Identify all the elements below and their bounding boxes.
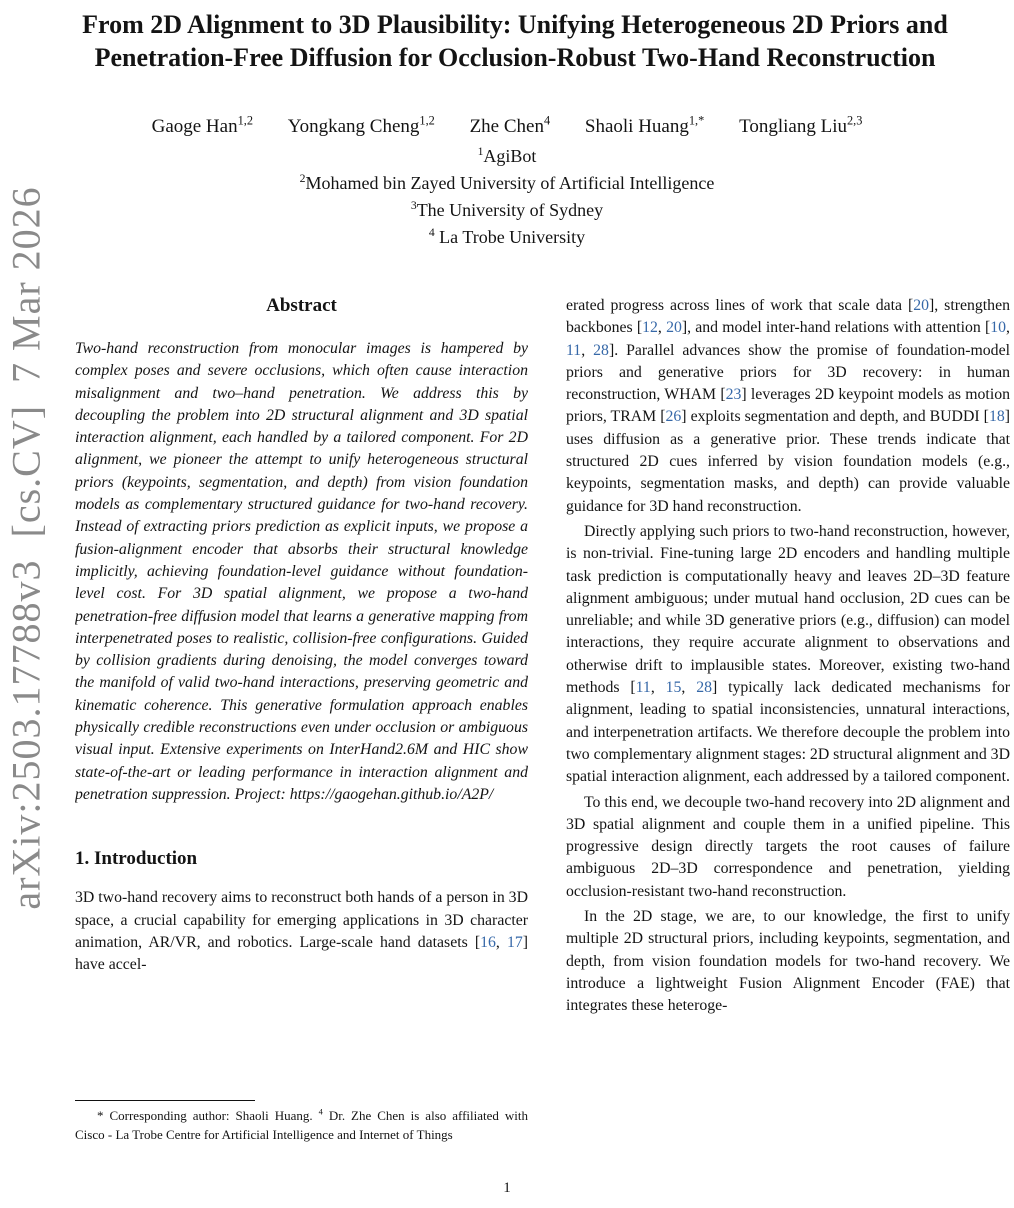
- affiliation-marker: 3: [410, 199, 417, 212]
- author-name: Zhe Chen: [469, 116, 544, 137]
- author-affiliation-marker: 2,3: [846, 113, 863, 128]
- affiliation-name: Mohamed bin Zayed University of Artificial Intelligence: [305, 173, 715, 193]
- affiliation: [0, 197, 1014, 224]
- page-number: 1: [503, 1180, 511, 1196]
- citation-link[interactable]: 11: [635, 679, 651, 697]
- superscript-marker: 4: [318, 1106, 323, 1117]
- author-affiliation-marker: 1,2: [419, 113, 435, 128]
- author: [151, 113, 254, 137]
- abstract-paragraph: Two-hand reconstruction from monocular images is hampered by complex poses and severe occlusions, which often cause interaction misalignment and two–hand penetration. We address this by decoupling the problem into 2D structural alignment and 3D spatial interaction alignment, each handled by a tailored component. For 2D alignment, we pioneer the attempt to unify heterogeneous structural priors (keypoints, segmentation, and depth) from vision foundation models as complementary structured guidance for two-hand recovery. Instead of extracting priors prediction as explicit inputs, we propose a fusion-alignment encoder that absorbs their structural knowledge implicitly, achieving foundation-level guidance without foundation-level cost. For 3D spatial alignment, we propose a two-hand penetration-free diffusion model that learns a generative mapping from interpenetrated poses to realistic, collision-free configurations. Guided by collision gradients during denoising, the model converges toward the manifold of valid two-hand interactions, preserving geometric and kinematic coherence. This generative formulation approach enables physically credible reconstructions even under occlusion or ambiguous visual input. Extensive experiments on InterHand2.6M and HIC show state-of-the-art or leading performance in interaction alignment and penetration suppression. Project: https://gaogehan.github.io/A2P/: [75, 340, 528, 803]
- affiliation-name: AgiBot: [483, 146, 537, 166]
- author: [469, 113, 551, 137]
- left-column: [75, 295, 528, 1097]
- citation-link[interactable]: 10: [990, 319, 1007, 337]
- citation-link[interactable]: 23: [725, 386, 742, 404]
- paper-title-line-2: Penetration-Free Diffusion for Occlusion-Robust Two-Hand Reconstruction: [94, 43, 936, 72]
- citation-link[interactable]: 17: [506, 933, 523, 951]
- body-paragraph: Directly applying such priors to two-hand reconstruction, however, is non-trivial. Fine-tuning large 2D encoders and handling multiple task prediction is computationally heavy and leaves 2D–3D feature alignment ambiguous; under mutual hand occlusion, 2D cues can be unreliable; and while 3D generative priors (e.g., diffusion) can model interactions, they require accurate alignment to observations and otherwise drift to implausible states. Moreover, existing two-hand methods [11, 15, 28] typically lack dedicated mechanisms for alignment, leading to spatial inconsistencies, unnatural interactions, and interpenetration artifacts. We therefore decouple the problem into two complementary alignment stages: 2D structural alignment and 3D spatial interaction alignment, each addressed by a tailored component.: [566, 522, 1010, 786]
- author-list: [0, 113, 1014, 138]
- citation-link[interactable]: 12: [642, 319, 658, 337]
- citation-link[interactable]: 16: [480, 933, 496, 951]
- body-paragraph: To this end, we decouple two-hand recovery into 2D alignment and 3D spatial alignment and couple them in a unified pipeline. This progressive design directly targets the root causes of failure ambiguous 2D–3D correspondence and penetration, yielding occlusion-resistant two-hand reconstruction.: [566, 793, 1010, 900]
- author-affiliation-marker: 1,2: [237, 113, 254, 128]
- author: [287, 113, 435, 137]
- affiliation-marker: 2: [299, 172, 306, 185]
- citation-link[interactable]: 26: [665, 408, 682, 426]
- affiliation: [0, 143, 1014, 170]
- paper-title-line-1: From 2D Alignment to 3D Plausibility: Unifying Heterogeneous 2D Priors and: [82, 10, 948, 39]
- affiliation-marker: 1: [477, 145, 484, 158]
- affiliation-marker: 4: [428, 226, 435, 239]
- author: [739, 113, 863, 137]
- introduction-paragraph: 3D two-hand recovery aims to reconstruct both hands of a person in 3D space, a crucial capability for emerging applications in 3D character animation, AR/VR, and robotics. Large-scale hand datasets [16, 17] have accel-: [75, 889, 528, 974]
- body-paragraph: erated progress across lines of work that scale data [20], strengthen backbones [12, 20], and model inter-hand relations with attention [10, 11, 28]. Parallel advances show the promise of foundation-model priors and generative priors for 3D recovery: in human reconstruction, WHAM [23] leverages 2D keypoint models as motion priors, TRAM [26] exploits segmentation and depth, and BUDDI [18] uses diffusion as a generative prior. These trends indicate that structured 2D cues inferred by vision foundation models (e.g., keypoints, segmentation masks, and depth) can provide valuable guidance for 3D hand reconstruction.: [566, 297, 1010, 515]
- author-name: Tongliang Liu: [739, 116, 847, 137]
- right-column: [566, 295, 1010, 1171]
- author-name: Yongkang Cheng: [287, 116, 420, 137]
- citation-link[interactable]: 28: [593, 341, 609, 359]
- footnote-rule: [75, 1100, 255, 1101]
- section-heading-introduction: 1. Introduction: [75, 848, 198, 870]
- citation-link[interactable]: 20: [913, 297, 930, 314]
- affiliation: [0, 224, 1014, 251]
- citation-link[interactable]: 20: [666, 319, 682, 337]
- project-url[interactable]: https://gaogehan.github.io/A2P/: [289, 785, 494, 803]
- citation-link[interactable]: 11: [566, 341, 582, 359]
- abstract-heading: Abstract: [266, 295, 337, 316]
- footnote: [75, 1100, 528, 1144]
- citation-link[interactable]: 28: [696, 679, 712, 697]
- body-paragraph: In the 2D stage, we are, to our knowledge, the first to unify multiple 2D structural priors, including keypoints, segmentation, and depth, from vision foundation models for two-hand recovery. We introduce a lightweight Fusion Alignment Encoder (FAE) that integrates these heteroge-: [566, 908, 1010, 1015]
- arxiv-watermark: arXiv:2503.17788v3 [cs.CV] 7 Mar 2026: [3, 186, 49, 910]
- author: [584, 113, 705, 137]
- paper-title: [60, 8, 970, 74]
- affiliation-name: The University of Sydney: [416, 200, 604, 220]
- citation-link[interactable]: 15: [665, 679, 682, 697]
- author-affiliation-marker: 4: [543, 113, 551, 128]
- affiliation-list: [0, 143, 1014, 251]
- author-name: Gaoge Han: [151, 116, 238, 137]
- author-affiliation-marker: 1,*: [688, 113, 705, 128]
- footnote-text: * Corresponding author: Shaoli Huang. $^4$ Dr. Zhe Chen is also affiliated with Cisco - La Trobe Centre for Artificial Intelligence and Internet of Things: [75, 1106, 528, 1142]
- author-name: Shaoli Huang: [584, 116, 689, 137]
- affiliation-name: La Trobe University: [434, 227, 586, 247]
- citation-link[interactable]: 18: [988, 408, 1005, 426]
- affiliation: [0, 170, 1014, 197]
